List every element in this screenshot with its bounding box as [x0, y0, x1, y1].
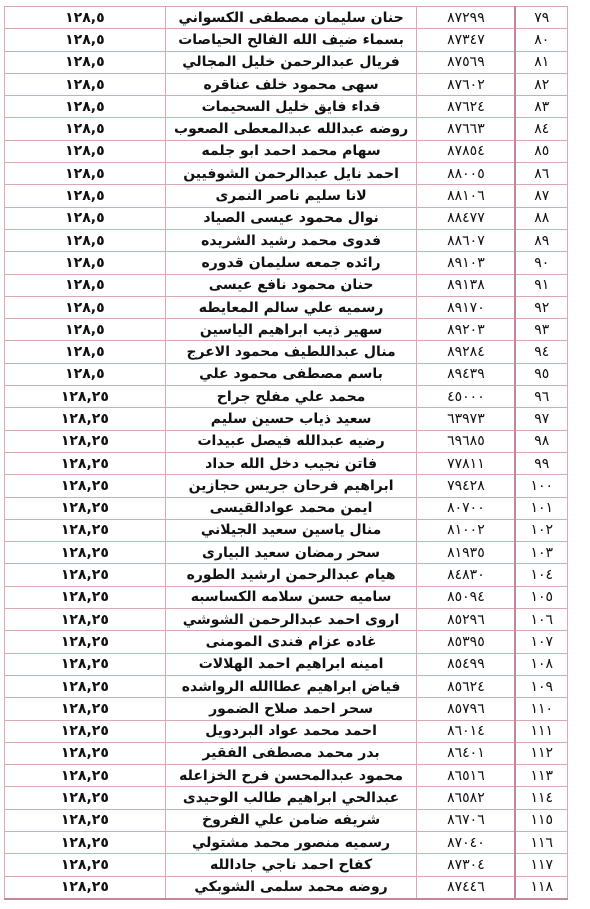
row-index-cell: ٩٢	[515, 296, 567, 318]
score-cell: ١٢٨,٢٥	[5, 653, 166, 675]
applicant-name-cell: ايمن محمد عوادالقيسى	[165, 497, 417, 519]
row-index-cell: ٩٦	[515, 386, 567, 408]
table-row	[5, 73, 568, 95]
row-index-cell: ٩٠	[515, 252, 567, 274]
score-cell: ١٢٨,٢٥	[5, 831, 166, 853]
applicant-number-cell: ٨٧٦٠٢	[417, 73, 516, 95]
score-cell: ١٢٨,٥	[5, 341, 166, 363]
applicant-number-cell: ٨٧٤٤٦	[417, 876, 516, 899]
applicant-number-cell: ٨٨٠٠٥	[417, 163, 516, 185]
applicant-name-cell: رضيه عبدالله فيصل عبيدات	[165, 430, 417, 452]
applicant-name-cell: ساميه حسن سلامه الكساسبه	[165, 586, 417, 608]
applicant-number-cell: ٨٠٧٠٠	[417, 497, 516, 519]
row-index-cell: ٨٠	[515, 29, 567, 51]
row-index-cell: ٩٤	[515, 341, 567, 363]
applicant-number-cell: ٨٩١٠٣	[417, 252, 516, 274]
row-index-cell: ٨٥	[515, 140, 567, 162]
applicant-number-cell: ٨٧٦٦٣	[417, 118, 516, 140]
row-index-cell: ١١٦	[515, 831, 567, 853]
applicant-name-cell: فاتن نجيب دخل الله حداد	[165, 452, 417, 474]
row-index-cell: ١٠١	[515, 497, 567, 519]
applicant-name-cell: سعيد ذياب حسين سليم	[165, 408, 417, 430]
score-cell: ١٢٨,٥	[5, 185, 166, 207]
row-index-cell: ١١٤	[515, 787, 567, 809]
row-index-cell: ١٠٠	[515, 475, 567, 497]
table-row	[5, 765, 568, 787]
table-row	[5, 631, 568, 653]
applicant-number-cell: ٦٣٩٧٣	[417, 408, 516, 430]
applicant-number-cell: ٨٧٠٤٠	[417, 831, 516, 853]
row-index-cell: ٨٣	[515, 96, 567, 118]
table-row	[5, 229, 568, 251]
score-cell: ١٢٨,٥	[5, 51, 166, 73]
row-index-cell: ١٠٤	[515, 564, 567, 586]
applicant-number-cell: ٨٧٨٥٤	[417, 140, 516, 162]
applicant-name-cell: رسميه علي سالم المعايطه	[165, 296, 417, 318]
score-cell: ١٢٨,٢٥	[5, 698, 166, 720]
applicant-name-cell: روضه عبدالله عبدالمعطى الصعوب	[165, 118, 417, 140]
applicant-number-cell: ٨٧٥٦٩	[417, 51, 516, 73]
score-cell: ١٢٨,٢٥	[5, 742, 166, 764]
row-index-cell: ٩٩	[515, 452, 567, 474]
table-row	[5, 876, 568, 899]
row-index-cell: ١٠٢	[515, 519, 567, 541]
applicant-name-cell: شريفه ضامن علي الفروخ	[165, 809, 417, 831]
row-index-cell: ١١١	[515, 720, 567, 742]
score-cell: ١٢٨,٢٥	[5, 586, 166, 608]
applicant-name-cell: منال عبداللطيف محمود الاعرج	[165, 341, 417, 363]
applicant-name-cell: بسماء ضيف الله الفالح الحياصات	[165, 29, 417, 51]
score-cell: ١٢٨,٢٥	[5, 675, 166, 697]
table-row	[5, 386, 568, 408]
table-row	[5, 831, 568, 853]
applicant-name-cell: سحر احمد صلاح الضمور	[165, 698, 417, 720]
score-cell: ١٢٨,٢٥	[5, 430, 166, 452]
table-row	[5, 341, 568, 363]
applicant-name-cell: فريال عبدالرحمن خليل المجالي	[165, 51, 417, 73]
applicant-number-cell: ٨٩٤٣٩	[417, 363, 516, 385]
row-index-cell: ٩٧	[515, 408, 567, 430]
applicant-name-cell: غاده عزام فندى المومنى	[165, 631, 417, 653]
score-cell: ١٢٨,٥	[5, 207, 166, 229]
score-cell: ١٢٨,٥	[5, 29, 166, 51]
applicant-name-cell: محمود عبدالمحسن فرح الخزاعله	[165, 765, 417, 787]
table-row	[5, 363, 568, 385]
applicant-number-cell: ٨٧٣٠٤	[417, 854, 516, 876]
applicant-name-cell: روضه محمد سلمى الشوبكي	[165, 876, 417, 899]
score-cell: ١٢٨,٥	[5, 140, 166, 162]
row-index-cell: ٨٦	[515, 163, 567, 185]
applicant-number-cell: ٧٧٨١١	[417, 452, 516, 474]
row-index-cell: ٨٩	[515, 229, 567, 251]
score-cell: ١٢٨,٥	[5, 274, 166, 296]
applicant-name-cell: ابراهيم فرحان جريس حجازين	[165, 475, 417, 497]
applicant-name-cell: باسم مصطفى محمود علي	[165, 363, 417, 385]
applicant-number-cell: ٨٦٤٠١	[417, 742, 516, 764]
row-index-cell: ١٠٩	[515, 675, 567, 697]
row-index-cell: ١١٣	[515, 765, 567, 787]
results-table-body	[5, 7, 568, 899]
applicant-number-cell: ٨٥٤٩٩	[417, 653, 516, 675]
row-index-cell: ١١٢	[515, 742, 567, 764]
table-row	[5, 96, 568, 118]
applicant-number-cell: ٨٦٥٨٢	[417, 787, 516, 809]
applicant-name-cell: حنان محمود نافع عيسى	[165, 274, 417, 296]
score-cell: ١٢٨,٢٥	[5, 631, 166, 653]
applicant-name-cell: سهام محمد احمد ابو جلمه	[165, 140, 417, 162]
applicant-number-cell: ٨١٠٠٢	[417, 519, 516, 541]
table-row	[5, 475, 568, 497]
applicant-number-cell: ٨٦٧٠٦	[417, 809, 516, 831]
table-row	[5, 542, 568, 564]
applicant-name-cell: فدوى محمد رشيد الشريده	[165, 229, 417, 251]
score-cell: ١٢٨,٥	[5, 363, 166, 385]
table-row	[5, 720, 568, 742]
applicant-number-cell: ٨٥٦٢٤	[417, 675, 516, 697]
row-index-cell: ١٠٣	[515, 542, 567, 564]
applicant-number-cell: ٨٩٢٨٤	[417, 341, 516, 363]
row-index-cell: ٨٨	[515, 207, 567, 229]
applicant-number-cell: ٨٨٦٠٧	[417, 229, 516, 251]
score-cell: ١٢٨,٢٥	[5, 497, 166, 519]
row-index-cell: ١١٠	[515, 698, 567, 720]
table-row	[5, 698, 568, 720]
applicant-name-cell: حنان سليمان مصطفى الكسواني	[165, 7, 417, 29]
table-row	[5, 809, 568, 831]
applicant-name-cell: بدر محمد مصطفى الفقير	[165, 742, 417, 764]
row-index-cell: ١١٨	[515, 876, 567, 899]
applicant-name-cell: لانا سليم ناصر النمرى	[165, 185, 417, 207]
applicant-number-cell: ٨٩١٧٠	[417, 296, 516, 318]
score-cell: ١٢٨,٥	[5, 296, 166, 318]
applicant-number-cell: ٨٧٢٩٩	[417, 7, 516, 29]
row-index-cell: ٩٨	[515, 430, 567, 452]
row-index-cell: ٩٥	[515, 363, 567, 385]
applicant-name-cell: سهى محمود خلف عناقره	[165, 73, 417, 95]
row-index-cell: ١٠٦	[515, 609, 567, 631]
score-cell: ١٢٨,٢٥	[5, 765, 166, 787]
table-row	[5, 185, 568, 207]
table-row	[5, 51, 568, 73]
score-cell: ١٢٨,٢٥	[5, 809, 166, 831]
score-cell: ١٢٨,٥	[5, 118, 166, 140]
applicant-name-cell: احمد محمد عواد البردويل	[165, 720, 417, 742]
score-cell: ١٢٨,٢٥	[5, 452, 166, 474]
table-row	[5, 653, 568, 675]
applicant-number-cell: ٨٩٢٠٣	[417, 319, 516, 341]
score-cell: ١٢٨,٥	[5, 7, 166, 29]
applicant-number-cell: ٨٨٤٧٧	[417, 207, 516, 229]
score-cell: ١٢٨,٢٥	[5, 564, 166, 586]
score-cell: ١٢٨,٢٥	[5, 854, 166, 876]
table-row	[5, 274, 568, 296]
score-cell: ١٢٨,٢٥	[5, 787, 166, 809]
applicant-name-cell: كفاح احمد ناجي جادالله	[165, 854, 417, 876]
applicant-name-cell: فياض ابراهيم عطاالله الرواشده	[165, 675, 417, 697]
table-row	[5, 296, 568, 318]
table-row	[5, 207, 568, 229]
row-index-cell: ٧٩	[515, 7, 567, 29]
score-cell: ١٢٨,٢٥	[5, 720, 166, 742]
table-row	[5, 319, 568, 341]
results-table	[4, 6, 568, 900]
row-index-cell: ١٠٥	[515, 586, 567, 608]
table-row	[5, 787, 568, 809]
score-cell: ١٢٨,٥	[5, 229, 166, 251]
applicant-number-cell: ٨٦٥١٦	[417, 765, 516, 787]
score-cell: ١٢٨,٥	[5, 96, 166, 118]
applicant-number-cell: ٨٥٧٩٦	[417, 698, 516, 720]
applicant-name-cell: احمد نايل عبدالرحمن الشوفيين	[165, 163, 417, 185]
applicant-name-cell: اروى احمد عبدالرحمن الشوشي	[165, 609, 417, 631]
applicant-number-cell: ٨١٩٣٥	[417, 542, 516, 564]
table-row	[5, 497, 568, 519]
applicant-name-cell: نوال محمود عيسى الصياد	[165, 207, 417, 229]
score-cell: ١٢٨,٢٥	[5, 542, 166, 564]
score-cell: ١٢٨,٢٥	[5, 408, 166, 430]
row-index-cell: ١١٧	[515, 854, 567, 876]
score-cell: ١٢٨,٢٥	[5, 386, 166, 408]
applicant-name-cell: رائده جمعه سليمان قدوره	[165, 252, 417, 274]
applicant-number-cell: ٨٩١٣٨	[417, 274, 516, 296]
score-cell: ١٢٨,٢٥	[5, 519, 166, 541]
table-row	[5, 854, 568, 876]
table-row	[5, 430, 568, 452]
table-row	[5, 586, 568, 608]
applicant-name-cell: سهير ذيب ابراهيم الياسين	[165, 319, 417, 341]
table-row	[5, 675, 568, 697]
applicant-name-cell: سحر رمضان سعيد البيارى	[165, 542, 417, 564]
row-index-cell: ٨١	[515, 51, 567, 73]
table-row	[5, 252, 568, 274]
applicant-number-cell: ٦٩٦٨٥	[417, 430, 516, 452]
applicant-name-cell: فداء فايق خليل السحيمات	[165, 96, 417, 118]
table-row	[5, 742, 568, 764]
table-row	[5, 140, 568, 162]
score-cell: ١٢٨,٢٥	[5, 475, 166, 497]
table-row	[5, 408, 568, 430]
applicant-name-cell: هيام عبدالرحمن ارشيد الطوره	[165, 564, 417, 586]
table-row	[5, 29, 568, 51]
applicant-name-cell: منال ياسين سعيد الجيلاني	[165, 519, 417, 541]
table-row	[5, 118, 568, 140]
applicant-number-cell: ٤٥٠٠٠	[417, 386, 516, 408]
applicant-number-cell: ٨٥٣٩٥	[417, 631, 516, 653]
row-index-cell: ٨٢	[515, 73, 567, 95]
applicant-number-cell: ٨٧٣٤٧	[417, 29, 516, 51]
row-index-cell: ١٠٧	[515, 631, 567, 653]
table-row	[5, 519, 568, 541]
score-cell: ١٢٨,٥	[5, 252, 166, 274]
score-cell: ١٢٨,٢٥	[5, 609, 166, 631]
score-cell: ١٢٨,٢٥	[5, 876, 166, 899]
table-row	[5, 163, 568, 185]
row-index-cell: ٨٧	[515, 185, 567, 207]
table-row	[5, 609, 568, 631]
score-cell: ١٢٨,٥	[5, 73, 166, 95]
applicant-name-cell: محمد علي مفلح جراح	[165, 386, 417, 408]
table-row	[5, 564, 568, 586]
row-index-cell: ٨٤	[515, 118, 567, 140]
applicant-number-cell: ٨٥٢٩٦	[417, 609, 516, 631]
table-row	[5, 452, 568, 474]
score-cell: ١٢٨,٥	[5, 163, 166, 185]
applicant-number-cell: ٨٦٠١٤	[417, 720, 516, 742]
row-index-cell: ٩٣	[515, 319, 567, 341]
row-index-cell: ٩١	[515, 274, 567, 296]
table-row	[5, 7, 568, 29]
applicant-number-cell: ٨٤٨٣٠	[417, 564, 516, 586]
applicant-name-cell: عبدالحي ابراهيم طالب الوحيدى	[165, 787, 417, 809]
applicant-number-cell: ٨٧٦٢٤	[417, 96, 516, 118]
applicant-number-cell: ٨٥٠٩٤	[417, 586, 516, 608]
row-index-cell: ١١٥	[515, 809, 567, 831]
score-cell: ١٢٨,٥	[5, 319, 166, 341]
row-index-cell: ١٠٨	[515, 653, 567, 675]
applicant-number-cell: ٨٨١٠٦	[417, 185, 516, 207]
applicant-number-cell: ٧٩٤٢٨	[417, 475, 516, 497]
applicant-name-cell: امينه ابراهيم احمد الهلالات	[165, 653, 417, 675]
applicant-name-cell: رسميه منصور محمد مشتولي	[165, 831, 417, 853]
